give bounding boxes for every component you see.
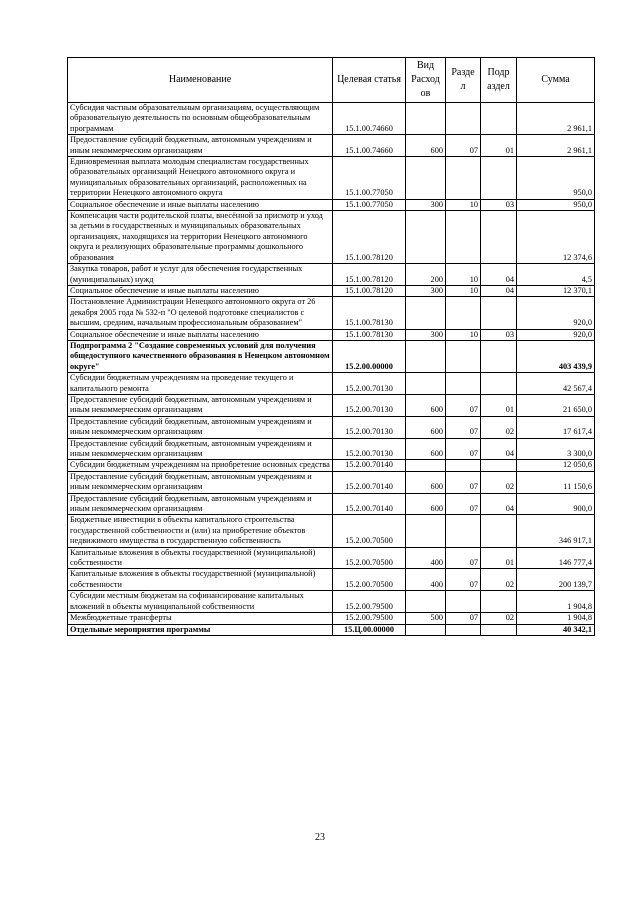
header-vid: Вид Расход ов xyxy=(406,58,446,103)
header-summa: Сумма xyxy=(517,58,595,103)
cell-summa: 403 439,9 xyxy=(517,340,595,372)
cell-vid xyxy=(406,211,446,264)
cell-razdel xyxy=(446,211,481,264)
cell-article: 15.1.00.78120 xyxy=(333,264,406,286)
cell-vid: 500 xyxy=(406,613,446,624)
table-body xyxy=(68,103,595,636)
cell-razdel xyxy=(446,591,481,613)
cell-summa: 146 777,4 xyxy=(517,547,595,569)
cell-razdel: 07 xyxy=(446,438,481,460)
cell-name: Межбюджетные трансферты xyxy=(68,613,333,624)
cell-vid xyxy=(406,460,446,471)
cell-name: Единовременная выплата молодым специалистам государственных образовательных организаций Ненецкого автономного округа и муниципальных образовательных организаций, расположенных на территории Ненецкого автономного округа xyxy=(68,157,333,200)
cell-podrazdel xyxy=(481,340,517,372)
cell-article: 15.1.00.77050 xyxy=(333,199,406,210)
cell-vid: 300 xyxy=(406,285,446,296)
header-article: Целевая статья xyxy=(333,58,406,103)
cell-razdel: 07 xyxy=(446,135,481,157)
cell-article: 15.1.00.78120 xyxy=(333,285,406,296)
cell-razdel: 07 xyxy=(446,547,481,569)
cell-podrazdel: 02 xyxy=(481,569,517,591)
cell-name: Закупка товаров, работ и услуг для обеспечения государственных (муниципальных) нужд xyxy=(68,264,333,286)
cell-podrazdel: 02 xyxy=(481,613,517,624)
cell-vid: 400 xyxy=(406,547,446,569)
cell-podrazdel xyxy=(481,515,517,547)
cell-summa: 920,0 xyxy=(517,297,595,329)
cell-summa: 11 150,6 xyxy=(517,471,595,493)
table-row xyxy=(68,493,595,515)
header-name: Наименование xyxy=(68,58,333,103)
budget-table xyxy=(67,57,595,636)
cell-name: Социальное обеспечение и иные выплаты населению xyxy=(68,285,333,296)
cell-name: Предоставление субсидий бюджетным, автономным учреждениям и иным некоммерческим организациям xyxy=(68,135,333,157)
table-row xyxy=(68,438,595,460)
cell-vid: 200 xyxy=(406,264,446,286)
cell-razdel: 07 xyxy=(446,416,481,438)
cell-article: 15.2.00.70500 xyxy=(333,569,406,591)
cell-name: Капитальные вложения в объекты государственной (муниципальной) собственности xyxy=(68,547,333,569)
cell-podrazdel xyxy=(481,373,517,395)
cell-podrazdel xyxy=(481,103,517,135)
cell-vid xyxy=(406,515,446,547)
cell-name: Социальное обеспечение и иные выплаты населению xyxy=(68,329,333,340)
cell-name: Бюджетные инвестиции в объекты капитального строительства государственной собственности и (или) на приобретение объектов недвижимого имущества в государственную собственность xyxy=(68,515,333,547)
cell-razdel: 07 xyxy=(446,613,481,624)
cell-name: Предоставление субсидий бюджетным, автономным учреждениям и иным некоммерческим организациям xyxy=(68,416,333,438)
cell-podrazdel: 01 xyxy=(481,394,517,416)
cell-summa: 21 650,0 xyxy=(517,394,595,416)
cell-podrazdel: 01 xyxy=(481,547,517,569)
cell-name: Капитальные вложения в объекты государственной (муниципальной) собственности xyxy=(68,569,333,591)
budget-table-container xyxy=(67,57,594,636)
cell-article: 15.1.00.78120 xyxy=(333,211,406,264)
cell-podrazdel xyxy=(481,460,517,471)
table-row xyxy=(68,103,595,135)
cell-name: Социальное обеспечение и иные выплаты населению xyxy=(68,199,333,210)
table-row xyxy=(68,199,595,210)
cell-summa: 40 342,1 xyxy=(517,624,595,635)
cell-vid: 600 xyxy=(406,493,446,515)
cell-vid: 300 xyxy=(406,199,446,210)
cell-podrazdel xyxy=(481,591,517,613)
cell-vid: 600 xyxy=(406,135,446,157)
table-row xyxy=(68,211,595,264)
cell-summa: 900,0 xyxy=(517,493,595,515)
table-row xyxy=(68,157,595,200)
cell-article: 15.1.00.74660 xyxy=(333,135,406,157)
cell-article: 15.2.00.70500 xyxy=(333,547,406,569)
table-row xyxy=(68,624,595,635)
table-row xyxy=(68,591,595,613)
cell-vid: 600 xyxy=(406,471,446,493)
cell-name: Субсидии бюджетным учреждениям на проведение текущего и капитального ремонта xyxy=(68,373,333,395)
table-row xyxy=(68,613,595,624)
cell-podrazdel: 03 xyxy=(481,329,517,340)
cell-vid: 400 xyxy=(406,569,446,591)
cell-podrazdel: 04 xyxy=(481,264,517,286)
table-row xyxy=(68,135,595,157)
table-row xyxy=(68,569,595,591)
cell-summa: 2 961,1 xyxy=(517,135,595,157)
cell-razdel xyxy=(446,515,481,547)
table-row xyxy=(68,460,595,471)
cell-vid: 600 xyxy=(406,438,446,460)
cell-razdel: 07 xyxy=(446,394,481,416)
cell-vid xyxy=(406,157,446,200)
cell-summa: 200 139,7 xyxy=(517,569,595,591)
table-row xyxy=(68,547,595,569)
cell-summa: 1 904,8 xyxy=(517,591,595,613)
cell-article: 15.2.00.70130 xyxy=(333,438,406,460)
cell-vid xyxy=(406,624,446,635)
cell-article: 15.2.00.70130 xyxy=(333,394,406,416)
header-razdel: Разде л xyxy=(446,58,481,103)
cell-summa: 2 961,1 xyxy=(517,103,595,135)
cell-name: Отдельные мероприятия программы xyxy=(68,624,333,635)
table-row xyxy=(68,394,595,416)
cell-vid: 300 xyxy=(406,329,446,340)
cell-summa: 3 300,0 xyxy=(517,438,595,460)
cell-article: 15.2.00.70140 xyxy=(333,471,406,493)
cell-vid: 600 xyxy=(406,394,446,416)
cell-podrazdel xyxy=(481,297,517,329)
cell-summa: 920,0 xyxy=(517,329,595,340)
cell-article: 15.2.00.70140 xyxy=(333,460,406,471)
table-row xyxy=(68,416,595,438)
table-row xyxy=(68,340,595,372)
cell-razdel xyxy=(446,460,481,471)
cell-name: Предоставление субсидий бюджетным, автономным учреждениям и иным некоммерческим организациям xyxy=(68,394,333,416)
table-row xyxy=(68,373,595,395)
table-header-row xyxy=(68,58,595,103)
cell-razdel: 10 xyxy=(446,264,481,286)
cell-summa: 346 917,1 xyxy=(517,515,595,547)
cell-name: Предоставление субсидий бюджетным, автономным учреждениям и иным некоммерческим организациям xyxy=(68,438,333,460)
cell-razdel: 07 xyxy=(446,569,481,591)
cell-article: 15.2.00.00000 xyxy=(333,340,406,372)
cell-article: 15.1.00.74660 xyxy=(333,103,406,135)
cell-podrazdel: 04 xyxy=(481,493,517,515)
cell-name: Подпрограмма 2 "Создание современных условий для получения общедоступного качественного образования в Ненецком автономном округе" xyxy=(68,340,333,372)
header-podrazdel: Подр аздел xyxy=(481,58,517,103)
cell-name: Субсидии местным бюджетам на софинансирование капитальных вложений в объекты муниципальной собственности xyxy=(68,591,333,613)
cell-summa: 12 370,1 xyxy=(517,285,595,296)
table-row xyxy=(68,285,595,296)
cell-vid xyxy=(406,340,446,372)
cell-razdel xyxy=(446,373,481,395)
cell-name: Субсидии бюджетным учреждениям на приобретение основных средства xyxy=(68,460,333,471)
cell-summa: 12 050,6 xyxy=(517,460,595,471)
cell-podrazdel: 02 xyxy=(481,471,517,493)
cell-vid: 600 xyxy=(406,416,446,438)
cell-podrazdel: 04 xyxy=(481,285,517,296)
cell-razdel: 10 xyxy=(446,285,481,296)
cell-razdel: 10 xyxy=(446,199,481,210)
cell-article: 15.1.00.78130 xyxy=(333,329,406,340)
cell-article: 15.2.00.79500 xyxy=(333,613,406,624)
cell-article: 15.1.00.77050 xyxy=(333,157,406,200)
cell-podrazdel xyxy=(481,157,517,200)
cell-podrazdel: 02 xyxy=(481,416,517,438)
cell-podrazdel: 01 xyxy=(481,135,517,157)
cell-vid xyxy=(406,591,446,613)
cell-razdel: 10 xyxy=(446,329,481,340)
cell-podrazdel: 04 xyxy=(481,438,517,460)
table-row xyxy=(68,471,595,493)
cell-podrazdel: 03 xyxy=(481,199,517,210)
table-row xyxy=(68,329,595,340)
cell-summa: 950,0 xyxy=(517,157,595,200)
cell-razdel: 07 xyxy=(446,471,481,493)
cell-summa: 17 617,4 xyxy=(517,416,595,438)
cell-article: 15.1.00.78130 xyxy=(333,297,406,329)
cell-article: 15.2.00.70500 xyxy=(333,515,406,547)
cell-razdel xyxy=(446,340,481,372)
cell-name: Постановление Администрации Ненецкого автономного округа от 26 декабря 2005 года № 532-п "О целевой подготовке специалистов с высшим, средним, начальным профессиональным образованием" xyxy=(68,297,333,329)
page-number: 23 xyxy=(315,832,325,843)
cell-razdel xyxy=(446,624,481,635)
table-row xyxy=(68,515,595,547)
cell-vid xyxy=(406,297,446,329)
cell-article: 15.2.00.79500 xyxy=(333,591,406,613)
table-row xyxy=(68,264,595,286)
cell-article: 15.2.00.70130 xyxy=(333,416,406,438)
cell-razdel: 07 xyxy=(446,493,481,515)
cell-summa: 4,5 xyxy=(517,264,595,286)
cell-podrazdel xyxy=(481,211,517,264)
cell-name: Компенсация части родительской платы, внесённой за присмотр и уход за детьми в государственных и муниципальных образовательных организациях, находящихся на территории Ненецкого автономного округа и реализующих образовательные программы дошкольного образования xyxy=(68,211,333,264)
cell-article: 15.2.00.70140 xyxy=(333,493,406,515)
cell-razdel xyxy=(446,103,481,135)
cell-razdel xyxy=(446,157,481,200)
cell-name: Предоставление субсидий бюджетным, автономным учреждениям и иным некоммерческим организациям xyxy=(68,471,333,493)
cell-vid xyxy=(406,373,446,395)
cell-summa: 12 374,6 xyxy=(517,211,595,264)
cell-vid xyxy=(406,103,446,135)
cell-article: 15.Ц.00.00000 xyxy=(333,624,406,635)
cell-summa: 1 904,8 xyxy=(517,613,595,624)
table-row xyxy=(68,297,595,329)
cell-summa: 42 567,4 xyxy=(517,373,595,395)
cell-article: 15.2.00.70130 xyxy=(333,373,406,395)
cell-name: Субсидия частным образовательным организациям, осуществляющим образовательную деятельность по основным общеобразовательным программам xyxy=(68,103,333,135)
cell-podrazdel xyxy=(481,624,517,635)
cell-name: Предоставление субсидий бюджетным, автономным учреждениям и иным некоммерческим организациям xyxy=(68,493,333,515)
cell-summa: 950,0 xyxy=(517,199,595,210)
cell-razdel xyxy=(446,297,481,329)
